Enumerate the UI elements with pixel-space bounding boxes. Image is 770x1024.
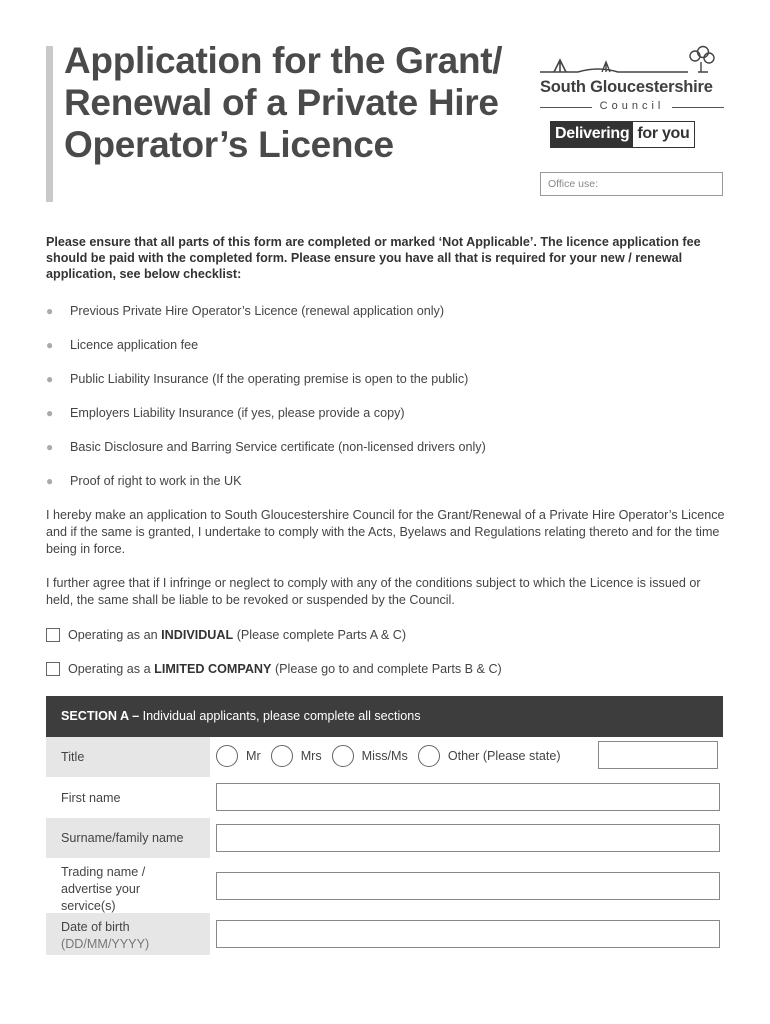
title-miss-ms-radio[interactable] [332,745,354,767]
first-name-row [46,778,723,818]
trading-name-row [46,858,723,912]
title-other-radio[interactable] [418,745,440,767]
list-item: ● Licence application fee [46,338,199,352]
logo-council-word: Council [599,100,665,112]
surname-label: Surname/family name [46,818,210,858]
trading-name-input[interactable] [216,872,720,900]
bullet-icon: ● [46,338,54,352]
list-item: ● Basic Disclosure and Barring Service certificate (non-licensed drivers only) [46,440,486,454]
slogan-badge [550,121,695,148]
slogan-for-you: for you [633,122,693,147]
list-item: ● Employers Liability Insurance (if yes, please provide a copy) [46,406,405,420]
option-individual[interactable]: Operating as an INDIVIDUAL (Please complete Parts A & C) [46,626,406,644]
title-label: Title [46,737,210,777]
page-title: Application for the Grant/ Renewal of a Private Hire Operator’s Licence [64,40,503,165]
list-item: ● Public Liability Insurance (If the operating premise is open to the public) [46,372,469,386]
dob-format-hint: (DD/MM/YYYY) [61,937,150,951]
limited-company-checkbox[interactable] [46,662,60,676]
slogan-delivering: Delivering [551,122,633,147]
bullet-icon: ● [46,440,54,454]
surname-row [46,818,723,858]
title-mrs-radio[interactable] [271,745,293,767]
individual-checkbox[interactable] [46,628,60,642]
declaration-paragraph-2: I further agree that if I infringe or neglect to comply with any of the conditions subject to which the Licence is issued or held, the same shall be liable to be revoked or suspended by the Council. [46,576,701,607]
title-other-input[interactable] [598,741,718,769]
surname-input[interactable] [216,824,720,852]
bullet-icon: ● [46,372,54,386]
dob-input[interactable] [216,920,720,948]
first-name-label: First name [46,778,210,818]
dob-row [46,913,723,955]
office-use-box[interactable]: Office use: [540,172,723,196]
list-item: ● Previous Private Hire Operator’s Licence (renewal application only) [46,304,445,318]
section-a-header: SECTION A – Individual applicants, please complete all sections [46,696,723,737]
bullet-icon: ● [46,304,54,318]
title-accent-bar [46,46,53,202]
trading-name-label: Trading name / advertise your service(s) [46,858,210,912]
logo-name: South Gloucestershire [540,78,713,96]
checklist [46,302,726,506]
bridge-tree-logo-icon [538,44,728,80]
declaration-paragraph-1: I hereby make an application to South Gloucestershire Council for the Grant/Renewal of a Private Hire Operator’s Licence and if the same is granted, I undertake to comply with the Acts, Byelaws and Regulations relating thereto and for the time being in force. [46,508,725,556]
title-options: Mr Mrs Miss/Ms Other (Please state) [216,745,571,767]
intro-text: Please ensure that all parts of this form are completed or marked ‘Not Applicable’. The licence application fee should be paid with the completed form. Please ensure you have all that is required for your new / renewal application, see below checklist: [46,235,701,281]
list-item: ● Proof of right to work in the UK [46,474,242,488]
bullet-icon: ● [46,406,54,420]
first-name-input[interactable] [216,783,720,811]
dob-label-text: Date of birth [61,920,130,934]
option-limited-company[interactable]: Operating as a LIMITED COMPANY (Please go to and complete Parts B & C) [46,660,502,678]
title-mr-radio[interactable] [216,745,238,767]
dob-label [46,913,210,955]
bullet-icon: ● [46,474,54,488]
title-row [46,737,723,777]
logo-council-line [540,100,724,114]
